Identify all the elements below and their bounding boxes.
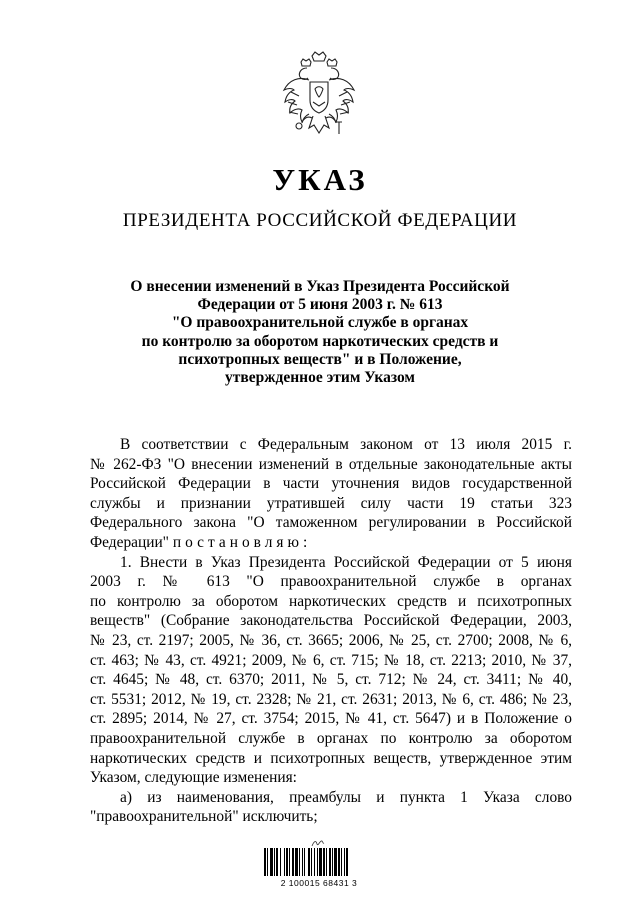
decree-heading [95, 278, 545, 387]
body-line: а) из наименования, преамбулы и пункта 1 Указа слово [120, 788, 572, 806]
barcode-bar [317, 848, 318, 876]
postanovlyayu-text: постановляю: [172, 533, 312, 551]
barcode-bar [329, 848, 331, 876]
barcode-bar [286, 848, 288, 876]
barcode-bar [274, 848, 275, 876]
barcode-bar [270, 848, 273, 876]
barcode-bar [280, 848, 281, 876]
barcode-bar [341, 848, 342, 876]
barcode-bar [302, 848, 303, 876]
barcode-bars-icon [264, 848, 372, 876]
barcode-bar [311, 848, 312, 876]
body-line: Российской Федерации в части уточнения видов государственной [90, 475, 572, 493]
body-line: веществ" (Собрание законодательства Российской Федерации, 2003, [90, 612, 572, 630]
barcode-bar [332, 848, 333, 876]
decree-body [90, 435, 572, 827]
body-line: 2003 г. № 613 "О правоохранительной службе в органах [90, 573, 572, 591]
body-line: ст. 463; № 43, ст. 4921; 2009, № 6, ст. 715; № 18, ст. 2213; 2010, № 37, [90, 651, 572, 669]
barcode-bar [295, 848, 298, 876]
heading-line: утвержденное этим Указом [225, 369, 415, 387]
body-line: № 23, ст. 2197; 2005, № 36, ст. 3665; 2006, № 25, ст. 2700; 2008, № 6, [90, 631, 572, 649]
barcode-bar [334, 848, 337, 876]
body-line [90, 533, 572, 553]
barcode-bar [264, 848, 266, 876]
barcode-bar [319, 848, 322, 876]
barcode-bar [292, 848, 294, 876]
body-line: правоохранительной службе в органах по контролю за оборотом [90, 729, 572, 747]
body-line: наркотических средств и психотропных веществ, утвержденное этим [90, 749, 572, 767]
barcode-bar [267, 848, 268, 876]
barcode-bar [344, 848, 345, 876]
barcode-bar [284, 848, 285, 876]
body-line: ст. 2895; 2014, № 27, ст. 3754; 2015, № 41, ст. 5647) и в Положение о [90, 710, 572, 728]
body-line: "правоохранительной" исключить; [90, 808, 318, 826]
body-line-text: Федерации" [90, 533, 169, 551]
body-line: Федерального закона "О таможенном регулировании в Российской [90, 514, 572, 532]
document-subtitle: ПРЕЗИДЕНТА РОССИЙСКОЙ ФЕДЕРАЦИИ [122, 210, 518, 231]
body-line: № 262-ФЗ "О внесении изменений в отдельные законодательные акты [90, 455, 572, 473]
barcode-bar [276, 848, 278, 876]
heading-line: О внесении изменений в Указ Президента Российской [130, 278, 510, 295]
heading-line: "О правоохранительной службе в органах [171, 314, 469, 332]
barcode-bar [326, 848, 327, 876]
barcode-bar [346, 848, 348, 876]
body-line: Указом, следующие изменения: [90, 769, 297, 787]
heading-line: Федерации от 5 июня 2003 г. № 613 [197, 296, 443, 314]
barcode [260, 836, 378, 894]
barcode-bar [299, 848, 300, 876]
barcode-bar [323, 848, 325, 876]
barcode-bar [338, 848, 340, 876]
body-line: ст. 5531; 2012, № 19, ст. 2328; № 21, ст. 2631; 2013, № 6, ст. 486; № 23, [90, 690, 572, 708]
barcode-number: 2 100015 68431 3 [280, 878, 358, 888]
heading-line: психотропных веществ" и в Положение, [178, 350, 462, 368]
barcode-bar [308, 848, 310, 876]
barcode-bar [314, 848, 315, 876]
body-line: ст. 4645; № 48, ст. 6370; 2011, № 5, ст. 712; № 24, ст. 3411; № 40, [90, 671, 572, 689]
barcode-bar [289, 848, 290, 876]
body-line: службы и признании утратившей силу части 19 статьи 323 [90, 494, 572, 512]
body-line: 1. Внести в Указ Президента Российской Федерации от 5 июня [120, 553, 572, 571]
document-title: УКАЗ [272, 162, 368, 197]
body-line: В соответствии с Федеральным законом от 13 июля 2015 г. [120, 436, 572, 453]
state-emblem-icon [279, 50, 359, 146]
heading-line: по контролю за оборотом наркотических средств и [141, 332, 499, 350]
barcode-bar [304, 848, 305, 876]
body-line: по контролю за оборотом наркотических средств и психотропных [90, 592, 572, 610]
